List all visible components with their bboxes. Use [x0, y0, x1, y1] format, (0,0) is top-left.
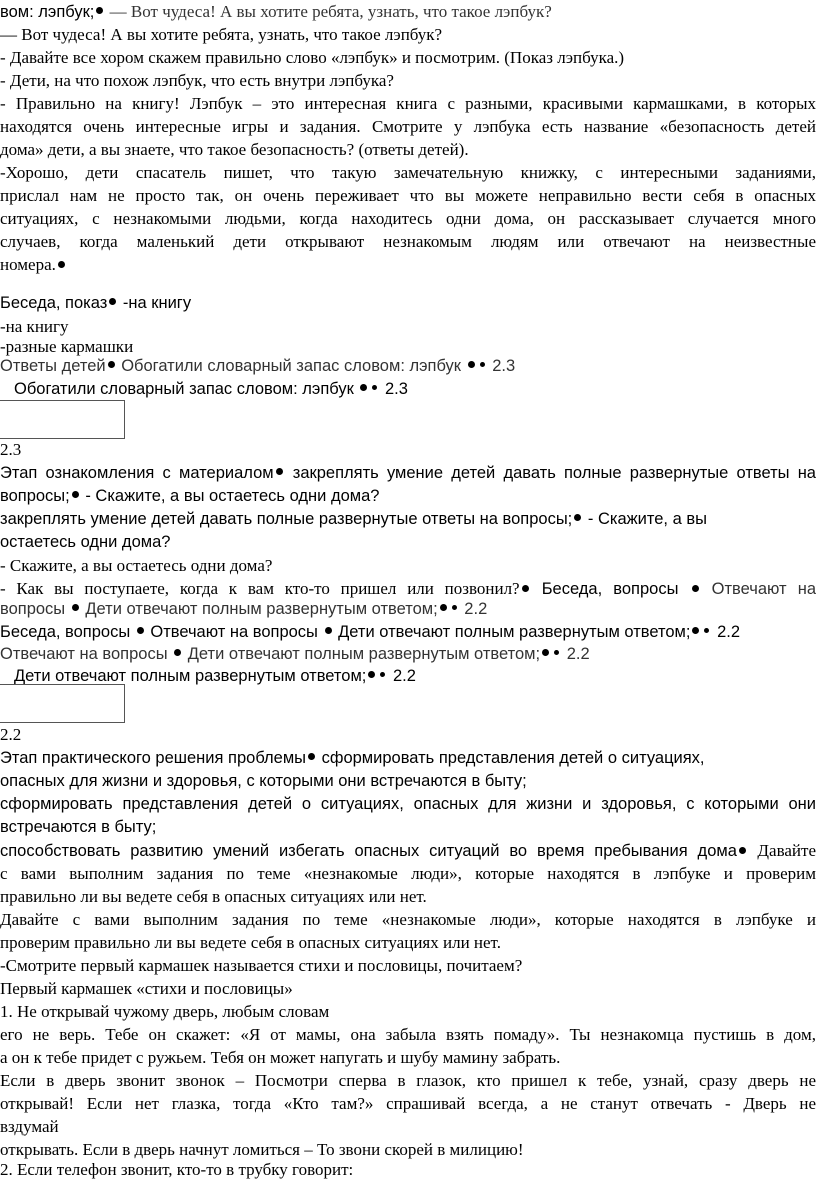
- text-line: [0, 485, 816, 508]
- text-run: вом: лэпбук;: [0, 3, 95, 21]
- bullet-dot-small: [452, 605, 457, 610]
- text-line: [0, 292, 816, 315]
- text-line: дома» дети, а вы знаете, что такое безопасность? (ответы детей).: [0, 140, 469, 159]
- text-line: [0, 747, 816, 770]
- text-line: с вами выполним задания по теме «незнакомые люди», которые находятся в лэпбуке и проверим: [0, 864, 816, 883]
- text-run: 2.2: [459, 600, 488, 618]
- text-run: 2.3: [380, 380, 408, 398]
- text-line: [0, 355, 816, 378]
- text-line: [0, 598, 816, 621]
- bullet-dot: [325, 627, 332, 634]
- bullet-dot-small: [480, 362, 485, 367]
- text-run: Отвечают на вопросы: [145, 623, 323, 641]
- bullet-dot: [174, 649, 181, 656]
- text-line: находятся очень интересные игры и задания. Смотрите у лэпбука есть название «безопасность детей: [0, 117, 816, 136]
- bullet-dot: [468, 361, 475, 368]
- text-run: 2.2: [388, 667, 416, 685]
- text-line: его не верь. Тебе он скажет: «Я от мамы, она забыла взять помаду». Ты незнакомца пустишь в дом,: [0, 1025, 816, 1044]
- bullet-dot: [522, 585, 529, 592]
- text-run: - Скажите, а вы остаетесь одни дома?: [80, 487, 380, 505]
- text-line: -на книгу: [0, 317, 69, 336]
- text-line: Давайте с вами выполним задания по теме «незнакомые люди», которые находятся в лэпбуке и: [0, 910, 816, 929]
- text-run: Ответы детей: [0, 357, 106, 375]
- text-run: Беседа, показ: [0, 294, 108, 312]
- text-run: Обогатили словарный запас словом: лэпбук: [14, 380, 359, 398]
- text-run: 2.3: [487, 357, 516, 375]
- text-run: Дети отвечают полным развернутым ответом;: [80, 600, 438, 618]
- text-run: способствовать развитию умений избегать опасных ситуаций во время пребывания дома: [0, 842, 737, 860]
- text-line: Если в дверь звонит звонок – Посмотри сперва в глазок, кто пришел к тебе, узнай, сразу дверь не: [0, 1071, 816, 1090]
- text-run: Отвечают на: [700, 580, 816, 598]
- text-run: - Как вы поступаете, когда к вам кто-то пришел или позвонил?: [0, 579, 520, 598]
- text-line: встречаются в быту;: [0, 818, 157, 836]
- bullet-dot: [692, 627, 699, 634]
- bullet-dot: [58, 261, 65, 268]
- bullet-dot: [440, 604, 447, 611]
- bullet-dot: [739, 847, 746, 854]
- text-line: -Хорошо, дети спасатель пишет, что такую замечательную книжку, с интересными заданиями,: [0, 163, 816, 182]
- text-line: открывай! Если нет глазка, тогда «Кто там?» спрашивай всегда, а не станут отвечать - Дверь не: [0, 1094, 816, 1113]
- text-line: [0, 839, 816, 863]
- text-run: - Скажите, а вы: [583, 510, 707, 528]
- empty-frame: [0, 684, 125, 723]
- bullet-dot: [72, 491, 79, 498]
- bullet-dot: [96, 7, 103, 14]
- text-run: Этап практического решения проблемы: [0, 749, 307, 767]
- text-run: Этап ознакомления с материалом: [0, 464, 274, 482]
- text-line: - Правильно на книгу! Лэпбук – это интересная книга с разными, красивыми кармашками, в которых: [0, 94, 816, 113]
- text-run: Дети отвечают полным развернутым ответом;: [333, 623, 691, 641]
- text-line: [0, 253, 816, 276]
- text-line: а он к тебе придет с ружьем. Тебя он может напугать и шубу мамину забрать.: [0, 1048, 561, 1067]
- text-run: — Вот чудеса! А вы хотите ребята, узнать, что такое лэпбук?: [105, 2, 552, 21]
- text-line: прислал нам не просто так, он очень переживает что вы можете неправильно вести себя в опасных: [0, 186, 816, 205]
- text-line: - Дети, на что похож лэпбук, что есть внутри лэпбука?: [0, 71, 394, 90]
- text-run: закреплять умение детей давать полные развернутые ответы на вопросы;: [0, 510, 573, 528]
- bullet-dot: [368, 671, 375, 678]
- text-line: опасных для жизни и здоровья, с которыми они встречаются в быту;: [0, 772, 527, 790]
- text-line: ситуациях, с незнакомыми людьми, когда находитесь одни дома, он рассказывает случается много: [0, 209, 816, 228]
- text-line: случаев, когда маленький дети открывают незнакомым людям или отвечают на неизвестные: [0, 232, 816, 251]
- text-run: закреплять умение детей давать полные развернутые ответы на: [284, 464, 816, 482]
- bullet-dot-small: [554, 650, 559, 655]
- text-line: [14, 378, 816, 401]
- text-line: 1. Не открывай чужому дверь, любым словам: [0, 1002, 330, 1021]
- text-line: -Смотрите первый кармашек называется стихи и пословицы, почитаем?: [0, 956, 523, 975]
- text-line: — Вот чудеса! А вы хотите ребята, узнать, что такое лэпбук?: [0, 25, 443, 44]
- bullet-dot-small: [380, 672, 385, 677]
- text-run: номера.: [0, 255, 56, 274]
- text-line: правильно ли вы ведете себя в опасных ситуациях или нет.: [0, 887, 427, 906]
- bullet-dot-small: [372, 385, 377, 390]
- bullet-dot: [276, 468, 283, 475]
- text-run: -на книгу: [118, 294, 192, 312]
- text-line: -разные кармашки: [0, 337, 134, 356]
- text-run: Беседа, вопросы: [530, 580, 690, 598]
- bullet-dot: [692, 585, 699, 592]
- text-run: 2.2: [562, 645, 590, 663]
- text-line: [14, 665, 816, 688]
- text-run: сформировать представления детей о ситуациях,: [317, 749, 705, 767]
- text-run: вопросы;: [0, 487, 70, 505]
- text-line: [0, 643, 816, 666]
- text-run: вопросы: [0, 600, 70, 618]
- text-run: Отвечают на вопросы: [0, 645, 173, 663]
- text-line: проверим правильно ли вы ведете себя в опасных ситуациях или нет.: [0, 933, 501, 952]
- text-line: [0, 621, 816, 644]
- text-line: сформировать представления детей о ситуациях, опасных для жизни и здоровья, с которыми они: [0, 795, 816, 813]
- bullet-dot: [360, 384, 367, 391]
- text-line: Первый кармашек «стихи и пословицы»: [0, 979, 293, 998]
- bullet-dot: [108, 361, 115, 368]
- text-run: Дети отвечают полным развернутым ответом;: [14, 667, 367, 685]
- text-run: Обогатили словарный запас словом: лэпбук: [116, 357, 466, 375]
- text-line: [0, 508, 816, 531]
- bullet-dot: [308, 753, 315, 760]
- bullet-dot-small: [704, 628, 709, 633]
- bullet-dot: [542, 649, 549, 656]
- bullet-dot: [574, 514, 581, 521]
- text-run: Давайте: [747, 841, 816, 860]
- text-line: 2. Если телефон звонит, кто-то в трубку говорит:: [0, 1160, 354, 1179]
- text-line: 2.3: [0, 440, 22, 459]
- text-run: 2.2: [712, 623, 741, 641]
- text-line: открывать. Если в дверь начнут ломиться – То звони скорей в милицию!: [0, 1140, 524, 1159]
- text-line: [0, 462, 816, 485]
- text-line: [0, 0, 816, 24]
- text-run: Дети отвечают полным развернутым ответом;: [183, 645, 541, 663]
- text-line: - Давайте все хором скажем правильно слово «лэпбук» и посмотрим. (Показ лэпбука.): [0, 48, 625, 67]
- text-run: Беседа, вопросы: [0, 623, 135, 641]
- text-line: - Скажите, а вы остаетесь одни дома?: [0, 556, 273, 575]
- text-line: вздумай: [0, 1117, 59, 1136]
- text-line: остаетесь одни дома?: [0, 533, 171, 551]
- bullet-dot: [72, 604, 79, 611]
- bullet-dot: [137, 627, 144, 634]
- text-line: 2.2: [0, 725, 22, 744]
- bullet-dot: [109, 298, 116, 305]
- empty-frame: [0, 400, 125, 439]
